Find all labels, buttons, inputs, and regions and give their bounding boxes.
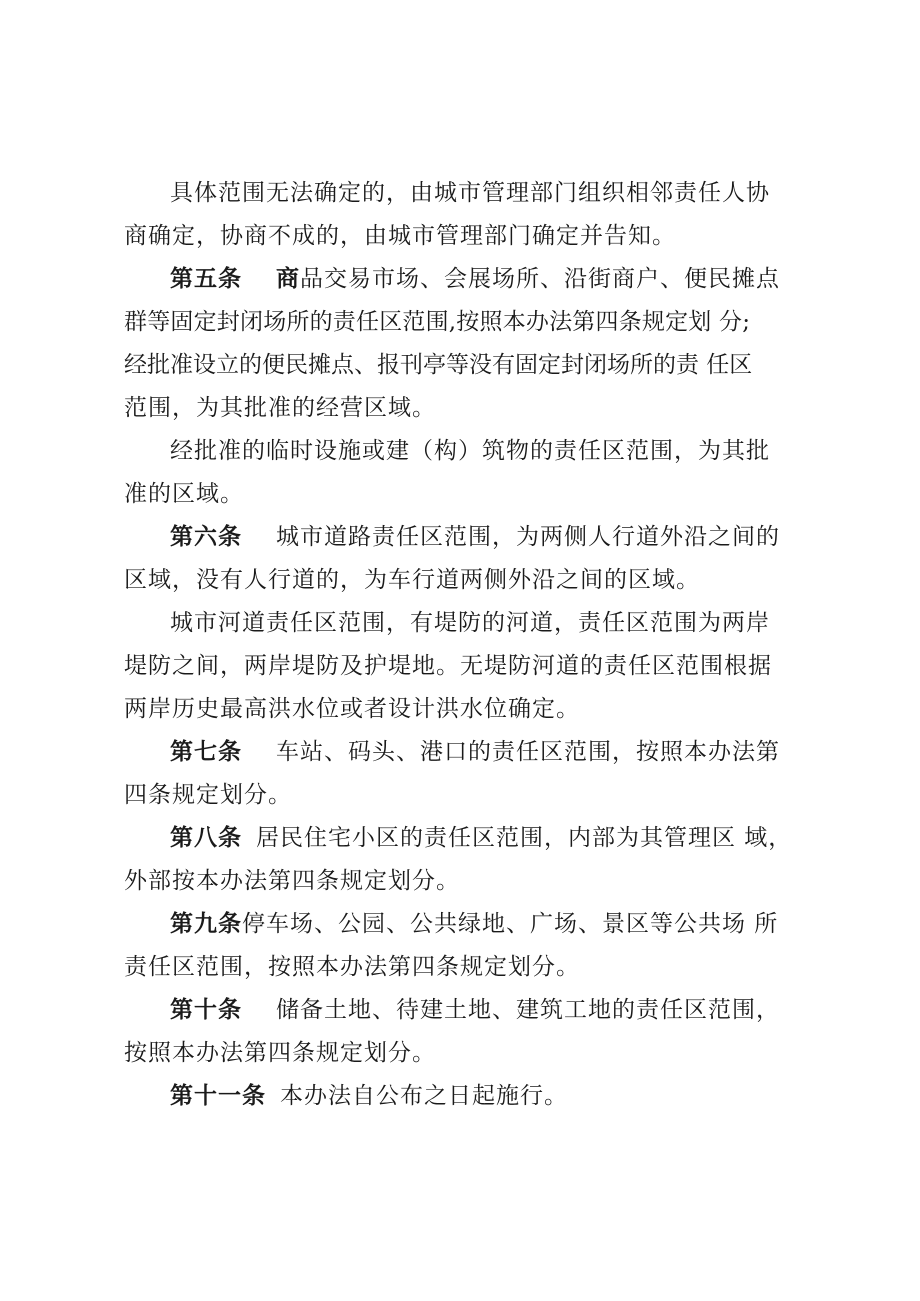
- article-6-title: 第六条: [170, 524, 242, 550]
- article-8-text: 居民住宅小区的责任区范围，内部为其管理区 域，: [256, 825, 793, 851]
- article-11-title: 第十一条: [170, 1083, 266, 1109]
- article-9-line-1: [170, 909, 778, 939]
- paragraph-line: 经批准的临时设施或建（构）筑物的责任区范围，为其批: [170, 438, 770, 464]
- paragraph-line: 两岸历史最高洪水位或者设计洪水位确定。: [124, 696, 580, 722]
- paragraph-line: 具体范围无法确定的，由城市管理部门组织相邻责任人协: [170, 180, 770, 206]
- article-5-text: 品交易市场、会展场所、沿街商户、便民摊点: [300, 266, 780, 292]
- article-9-text: 停车场、公园、公共绿地、广场、景区等公共场 所: [242, 911, 779, 937]
- article-11-text: 本办法自公布之日起施行。: [280, 1083, 568, 1109]
- paragraph-line: 群等固定封闭场所的责任区范围,按照本办法第四条规定划 分;: [124, 309, 751, 335]
- article-11-line-1: [170, 1081, 568, 1111]
- paragraph-line: 商确定，协商不成的，由城市管理部门确定并告知。: [124, 223, 676, 249]
- article-6-line-1: [170, 522, 780, 552]
- article-5-head: 商: [276, 266, 300, 292]
- paragraph-line: 按照本办法第四条规定划分。: [124, 1040, 436, 1066]
- paragraph-line: 范围，为其批准的经营区域。: [124, 395, 436, 421]
- article-10-text: 储备土地、待建土地、建筑工地的责任区范围，: [276, 997, 780, 1023]
- article-10-title: 第十条: [170, 997, 242, 1023]
- paragraph-line: 责任区范围，按照本办法第四条规定划分。: [124, 954, 580, 980]
- paragraph-line: 四条规定划分。: [124, 782, 292, 808]
- article-6-text: 城市道路责任区范围，为两侧人行道外沿之间的: [276, 524, 780, 550]
- article-8-title: 第八条: [170, 825, 242, 851]
- paragraph-line: 城市河道责任区范围，有堤防的河道，责任区范围为两岸: [170, 610, 770, 636]
- article-5-title: 第五条: [170, 266, 242, 292]
- article-10-line-1: [170, 995, 780, 1025]
- article-7-title: 第七条: [170, 739, 242, 765]
- article-9-title: 第九条: [170, 911, 242, 937]
- article-7-text: 车站、码头、港口的责任区范围，按照本办法第: [276, 739, 780, 765]
- paragraph-line: 区域，没有人行道的，为车行道两侧外沿之间的区域。: [124, 567, 700, 593]
- article-7-line-1: [170, 737, 780, 767]
- paragraph-line: 经批准设立的便民摊点、报刊亭等没有固定封闭场所的责 任区: [124, 352, 753, 378]
- paragraph-line: 堤防之间，两岸堤防及护堤地。无堤防河道的责任区范围根据: [124, 653, 772, 679]
- paragraph-line: 外部按本办法第四条规定划分。: [124, 868, 460, 894]
- article-8-line-1: [170, 823, 792, 853]
- article-5-line-1: [170, 264, 780, 294]
- paragraph-line: 准的区域。: [124, 481, 244, 507]
